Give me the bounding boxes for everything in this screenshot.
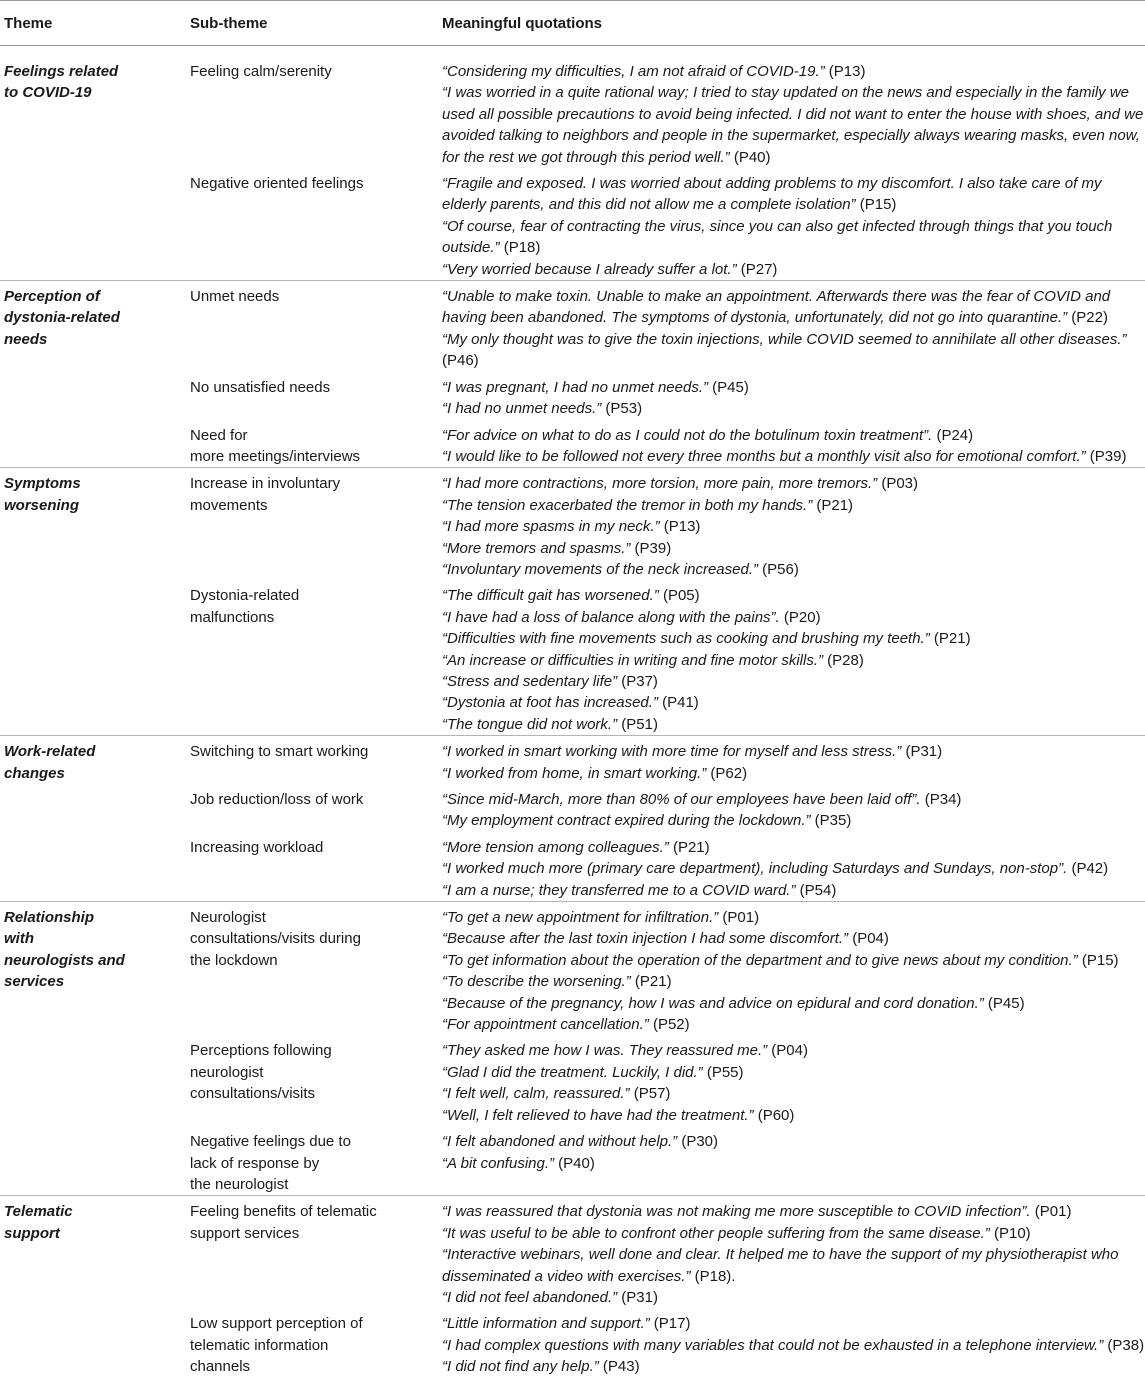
quotation-text: “To describe the worsening.”	[442, 973, 631, 991]
quotation-text: “Since mid-March, more than 80% of our employees have been laid off”.	[442, 791, 921, 808]
quotation	[442, 858, 1145, 879]
subtheme-text: support services	[190, 1224, 300, 1242]
subtheme-text: Negative feelings due to	[190, 1133, 351, 1151]
quotation-text: “I was pregnant, I had no unmet needs.”	[442, 378, 708, 396]
theme-text: Perception of	[4, 288, 100, 306]
participant-ref: (P39)	[630, 539, 672, 557]
quotation-text: “Interactive webinars, well done and clear. It helped me to have the support of my physiotherapist who disseminated a video with exercises.”	[442, 1246, 1119, 1285]
quotation-text: “I was reassured that dystonia was not making me more susceptible to COVID infection”.	[442, 1203, 1031, 1221]
quotation	[442, 714, 1145, 735]
participant-ref: (P10)	[989, 1224, 1031, 1242]
subtheme-cell	[185, 468, 438, 581]
participant-ref: (P31)	[901, 743, 943, 761]
subtheme-text: movements	[190, 496, 268, 514]
quotation	[442, 1062, 1145, 1083]
participant-ref: (P46)	[442, 352, 479, 370]
quotation-text: “More tremors and spasms.”	[442, 539, 631, 557]
subtheme-cell	[185, 372, 438, 420]
quotation-text: “Well, I felt relieved to have had the treatment.”	[442, 1106, 754, 1124]
quotation	[442, 425, 1145, 446]
quotation	[442, 671, 1145, 692]
theme-cell	[0, 281, 185, 372]
subtheme-text: Increasing workload	[190, 838, 324, 856]
quotation-text: “I had complex questions with many variables that could not be exhausted in a telephone interview.”	[442, 1336, 1104, 1354]
theme-cell	[0, 832, 185, 902]
participant-ref: (P55)	[702, 1063, 744, 1081]
quotation	[442, 398, 1145, 419]
table-row	[0, 168, 1145, 281]
quotation	[442, 1153, 1145, 1174]
quotation-text: “Stress and sedentary life”	[442, 672, 618, 690]
table-row	[0, 281, 1145, 372]
quotation	[442, 1287, 1145, 1308]
theme-cell	[0, 168, 185, 281]
quotation-text: “Unable to make toxin. Unable to make an appointment. Afterwards there was the fear of COVID and having been abandoned. The symptoms of dystonia, unfortunately, did not go into quarantine.”	[442, 288, 1111, 327]
subtheme-text: Negative oriented feelings	[190, 175, 364, 193]
quotation-text: “It was useful to be able to confront other people suffering from the same disease.”	[442, 1224, 990, 1242]
subtheme-text: consultations/visits during	[190, 930, 361, 948]
table-row	[0, 1196, 1145, 1309]
subtheme-text: Feeling benefits of telematic	[190, 1203, 377, 1221]
theme-cell	[0, 784, 185, 832]
participant-ref: (P20)	[779, 608, 821, 626]
participant-ref: (P03)	[877, 475, 919, 493]
subtheme-text: Switching to smart working	[190, 743, 369, 761]
quotation-text: “They asked me how I was. They reassured me.”	[442, 1042, 768, 1060]
quotation	[442, 971, 1145, 992]
quotation-text: “I worked in smart working with more time for myself and less stress.”	[442, 743, 902, 761]
participant-ref: (P21)	[668, 838, 710, 856]
participant-ref: (P27)	[736, 260, 778, 278]
table-row	[0, 1308, 1145, 1379]
quotation-text: “Because of the pregnancy, how I was and advice on epidural and cord donation.”	[442, 994, 984, 1012]
participant-ref: (P13)	[824, 63, 866, 80]
quotation	[442, 259, 1145, 280]
quotations-cell	[438, 420, 1145, 468]
quotation-text: “I am a nurse; they transferred me to a COVID ward.”	[442, 881, 796, 899]
quotation-text: “For advice on what to do as I could not do the botulinum toxin treatment”.	[442, 426, 933, 444]
quotation	[442, 286, 1145, 329]
participant-ref: (P39)	[1085, 447, 1127, 465]
theme-text: services	[4, 973, 65, 991]
table-row	[0, 420, 1145, 468]
quotation	[442, 1356, 1145, 1377]
participant-ref: (P04)	[767, 1042, 808, 1060]
subtheme-cell	[185, 1196, 438, 1309]
quotation	[442, 377, 1145, 398]
participant-ref: (P01)	[1030, 1203, 1072, 1221]
theme-cell	[0, 1035, 185, 1126]
quotations-cell	[438, 281, 1145, 372]
subtheme-text: neurologist	[190, 1063, 264, 1081]
quotation	[442, 763, 1145, 784]
quotation	[442, 1131, 1145, 1152]
quotations-cell	[438, 168, 1145, 281]
table-row	[0, 1035, 1145, 1126]
participant-ref: (P45)	[708, 378, 749, 396]
quotations-cell	[438, 736, 1145, 784]
quotation	[442, 692, 1145, 713]
participant-ref: (P54)	[795, 881, 837, 899]
quotation	[442, 1244, 1145, 1287]
participant-ref: (P22)	[1067, 309, 1108, 327]
table-row	[0, 1126, 1145, 1196]
quotation	[442, 741, 1145, 762]
theme-text: Work-related	[4, 743, 96, 761]
participant-ref: (P56)	[757, 560, 799, 578]
quotation	[442, 1083, 1145, 1104]
subtheme-text: Need for	[190, 426, 248, 444]
quotation-text: “I felt well, calm, reassured.”	[442, 1085, 630, 1103]
quotation-text: “I did not feel abandoned.”	[442, 1288, 618, 1306]
quotation	[442, 950, 1145, 971]
theme-text: support	[4, 1224, 60, 1242]
participant-ref: (P52)	[648, 1016, 690, 1034]
quotation-text: “I did not find any help.”	[442, 1358, 599, 1376]
quotation-text: “Difficulties with fine movements such as cooking and brushing my teeth.”	[442, 630, 930, 648]
participant-ref: (P01)	[718, 909, 760, 927]
quotation-text: “Because after the last toxin injection I had some discomfort.”	[442, 930, 849, 948]
quotation	[442, 1313, 1145, 1334]
quotation	[442, 173, 1145, 216]
theme-text: Telematic	[4, 1203, 73, 1221]
quotation	[442, 880, 1145, 901]
quotation	[442, 810, 1145, 831]
quotations-cell	[438, 1035, 1145, 1126]
theme-text: needs	[4, 330, 48, 348]
quotation-text: “Involuntary movements of the neck increased.”	[442, 560, 758, 578]
subtheme-text: Unmet needs	[190, 288, 280, 306]
theme-text: changes	[4, 764, 65, 782]
subtheme-text: channels	[190, 1358, 251, 1376]
subtheme-text: consultations/visits	[190, 1085, 316, 1103]
participant-ref: (P43)	[598, 1358, 640, 1376]
quotation	[442, 473, 1145, 494]
quotation	[442, 216, 1145, 259]
participant-ref: (P51)	[617, 715, 658, 733]
table-row	[0, 784, 1145, 832]
table-row	[0, 736, 1145, 784]
quotation-text: “I had more spasms in my neck.”	[442, 518, 660, 536]
quotation-text: “The tension exacerbated the tremor in both my hands.”	[442, 496, 813, 514]
quotation	[442, 61, 1145, 82]
quotation	[442, 1040, 1145, 1061]
subtheme-text: the lockdown	[190, 951, 278, 969]
theme-cell	[0, 46, 185, 169]
subtheme-cell	[185, 902, 438, 1036]
participant-ref: (P35)	[810, 812, 852, 830]
subtheme-text: No unsatisfied needs	[190, 378, 331, 396]
quotation	[442, 993, 1145, 1014]
quotation-text: “A bit confusing.”	[442, 1154, 554, 1172]
subtheme-text: Feeling calm/serenity	[190, 63, 332, 80]
theme-text: Symptoms	[4, 475, 81, 493]
table-row	[0, 580, 1145, 735]
theme-cell	[0, 420, 185, 468]
participant-ref: (P31)	[617, 1288, 658, 1306]
participant-ref: (P15)	[1077, 951, 1119, 969]
subtheme-text: more meetings/interviews	[190, 447, 361, 465]
theme-cell	[0, 580, 185, 735]
quotation-text: “To get information about the operation of the department and to give news about my condition.”	[442, 951, 1078, 969]
subtheme-cell	[185, 1308, 438, 1379]
participant-ref: (P05)	[658, 587, 700, 605]
subtheme-cell	[185, 281, 438, 372]
subtheme-cell	[185, 420, 438, 468]
quotation	[442, 1335, 1145, 1356]
quotation	[442, 495, 1145, 516]
quotation	[442, 585, 1145, 606]
participant-ref: (P53)	[601, 400, 643, 418]
theme-cell	[0, 736, 185, 784]
quotation	[442, 82, 1145, 168]
quotation-text: “For appointment cancellation.”	[442, 1016, 649, 1034]
subtheme-cell	[185, 1035, 438, 1126]
quotations-cell	[438, 784, 1145, 832]
quotation-text: “My only thought was to give the toxin injections, while COVID seemed to annihilate all other diseases.”	[442, 330, 1127, 348]
quotation	[442, 559, 1145, 580]
table-row	[0, 468, 1145, 581]
quotation	[442, 446, 1145, 467]
subtheme-cell	[185, 168, 438, 281]
quotation-text: “Dystonia at foot has increased.”	[442, 694, 658, 712]
quotation-text: “The tongue did not work.”	[442, 715, 618, 733]
participant-ref: (P30)	[677, 1133, 719, 1151]
participant-ref: (P04)	[848, 930, 889, 948]
subtheme-cell	[185, 46, 438, 169]
quotation	[442, 1201, 1145, 1222]
subtheme-cell	[185, 580, 438, 735]
quotation-text: “Considering my difficulties, I am not afraid of COVID-19.”	[442, 63, 825, 80]
quotation	[442, 837, 1145, 858]
table-row	[0, 902, 1145, 1036]
quotation-text: “The difficult gait has worsened.”	[442, 587, 659, 605]
quotation-text: “Glad I did the treatment. Luckily, I did.”	[442, 1063, 703, 1081]
header-subtheme: Sub-theme	[185, 1, 438, 46]
participant-ref: (P62)	[706, 764, 748, 782]
quotation-text: “I had more contractions, more torsion, more pain, more tremors.”	[442, 475, 878, 493]
quotations-cell	[438, 1308, 1145, 1379]
subtheme-cell	[185, 832, 438, 902]
quotation-text: “An increase or difficulties in writing and fine motor skills.”	[442, 651, 823, 669]
quotations-cell	[438, 1126, 1145, 1196]
subtheme-text: Perceptions following	[190, 1042, 332, 1060]
quotation	[442, 538, 1145, 559]
participant-ref: (P18).	[690, 1267, 736, 1285]
quotation	[442, 607, 1145, 628]
quotation-text: “I would like to be followed not every three months but a monthly visit also for emotional comfort.”	[442, 447, 1086, 465]
participant-ref: (P15)	[855, 196, 897, 214]
quotation-text: “I worked from home, in smart working.”	[442, 764, 707, 782]
participant-ref: (P21)	[929, 630, 971, 648]
quotation-text: “I was worried in a quite rational way; I tried to stay updated on the news and especially in the family we used all possible precautions to avoid being infected. I did not want to enter the house with shoes, and we avoided talking to neighbors and people in the supermarket, especially always wearing masks, even now, for the rest we got through this period well.”	[442, 84, 1144, 166]
quotation-text: “I have had a loss of balance along with the pains”.	[442, 608, 780, 626]
participant-ref: (P13)	[659, 518, 701, 536]
quotation	[442, 1105, 1145, 1126]
quotation-text: “I felt abandoned and without help.”	[442, 1133, 678, 1151]
subtheme-text: Low support perception of	[190, 1315, 363, 1333]
participant-ref: (P18)	[499, 239, 541, 257]
subtheme-text: Increase in involuntary	[190, 475, 341, 493]
header-theme: Theme	[0, 1, 185, 46]
subtheme-text: telematic information	[190, 1336, 329, 1354]
table-body	[0, 46, 1145, 1380]
theme-cell	[0, 1308, 185, 1379]
participant-ref: (P40)	[729, 148, 771, 166]
subtheme-text: the neurologist	[190, 1175, 289, 1193]
participant-ref: (P45)	[983, 994, 1025, 1012]
quotation	[442, 928, 1145, 949]
table-row	[0, 372, 1145, 420]
theme-text: to COVID-19	[4, 84, 92, 102]
quotations-cell	[438, 46, 1145, 169]
quotations-cell	[438, 468, 1145, 581]
quotation-text: “Very worried because I already suffer a lot.”	[442, 260, 737, 278]
quotation-text: “More tension among colleagues.”	[442, 838, 669, 856]
header-row	[0, 1, 1145, 46]
participant-ref: (P21)	[812, 496, 854, 514]
quotation-text: “Of course, fear of contracting the virus, since you can also get infected through things that you touch outside.”	[442, 217, 1113, 257]
quotation-text: “I worked much more (primary care department), including Saturdays and Sundays, non-stop”.	[442, 860, 1068, 878]
quotation	[442, 907, 1145, 928]
participant-ref: (P21)	[630, 973, 672, 991]
quotation	[442, 789, 1145, 810]
quotation	[442, 650, 1145, 671]
quotation	[442, 628, 1145, 649]
participant-ref: (P57)	[629, 1085, 671, 1103]
quotation	[442, 1223, 1145, 1244]
quotations-cell	[438, 832, 1145, 902]
theme-text: Relationship	[4, 909, 95, 927]
participant-ref: (P40)	[554, 1154, 595, 1172]
table-row	[0, 832, 1145, 902]
participant-ref: (P34)	[920, 791, 962, 808]
theme-cell	[0, 372, 185, 420]
quotation	[442, 1014, 1145, 1035]
quotation-text: “Fragile and exposed. I was worried about adding problems to my discomfort. I also take care of my elderly parents, and this did not allow me a complete isolation”	[442, 175, 1102, 214]
subtheme-text: Dystonia-related	[190, 587, 300, 605]
quotations-cell	[438, 1196, 1145, 1309]
theme-cell	[0, 1126, 185, 1196]
table-row	[0, 46, 1145, 169]
participant-ref: (P28)	[822, 651, 864, 669]
quotation-text: “To get a new appointment for infiltration.”	[442, 909, 719, 927]
subtheme-text: Neurologist	[190, 909, 266, 927]
subtheme-text: malfunctions	[190, 608, 275, 626]
subtheme-text: Job reduction/loss of work	[190, 791, 364, 808]
quotation	[442, 329, 1145, 372]
subtheme-cell	[185, 784, 438, 832]
subtheme-cell	[185, 736, 438, 784]
theme-text: dystonia-related	[4, 309, 120, 327]
theme-text: Feelings related	[4, 63, 119, 80]
subtheme-text: lack of response by	[190, 1154, 320, 1172]
participant-ref: (P60)	[753, 1106, 795, 1124]
theme-text: with	[4, 930, 34, 948]
theme-cell	[0, 468, 185, 581]
participant-ref: (P17)	[649, 1315, 691, 1333]
quotation-text: “I had no unmet needs.”	[442, 400, 602, 418]
participant-ref: (P24)	[932, 426, 974, 444]
theme-text: worsening	[4, 496, 80, 514]
quotations-cell	[438, 902, 1145, 1036]
quotation-text: “Little information and support.”	[442, 1315, 650, 1333]
participant-ref: (P42)	[1067, 860, 1109, 878]
quotation-text: “My employment contract expired during the lockdown.”	[442, 812, 811, 830]
theme-cell	[0, 1196, 185, 1309]
quotations-cell	[438, 372, 1145, 420]
participant-ref: (P38)	[1103, 1336, 1145, 1354]
subtheme-cell	[185, 1126, 438, 1196]
participant-ref: (P41)	[657, 694, 699, 712]
theme-cell	[0, 902, 185, 1036]
theme-text: neurologists and	[4, 951, 125, 969]
quotations-cell	[438, 580, 1145, 735]
participant-ref: (P37)	[617, 672, 658, 690]
header-quotations: Meaningful quotations	[438, 1, 1145, 46]
quotation	[442, 516, 1145, 537]
